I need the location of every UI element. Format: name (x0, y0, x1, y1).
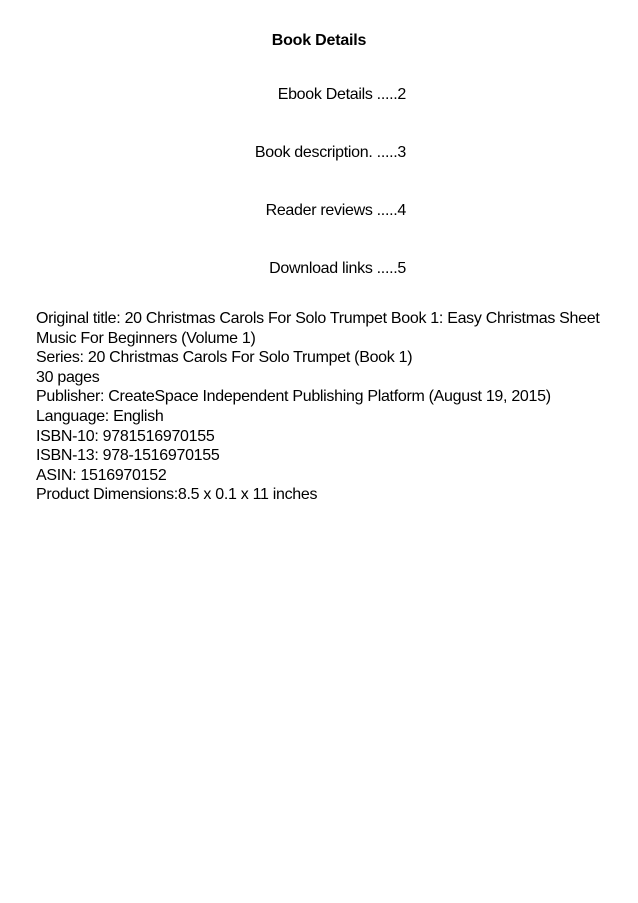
detail-product-dimensions: Product Dimensions:8.5 x 0.1 x 11 inches (36, 486, 318, 504)
toc-item-book-description: Book description. .....3 (254, 144, 406, 161)
toc-item-ebook-details: Ebook Details .....2 (277, 86, 406, 103)
table-of-contents (0, 85, 406, 317)
detail-series: Series: 20 Christmas Carols For Solo Trumpet (Book 1) (36, 349, 413, 367)
detail-original-title: Original title: 20 Christmas Carols For Solo Trumpet Book 1: Easy Christmas Sheet Music For Beginners (Volume 1) (36, 310, 600, 347)
detail-publisher: Publisher: CreateSpace Independent Publishing Platform (August 19, 2015) (36, 388, 551, 406)
detail-isbn-10: ISBN-10: 9781516970155 (36, 427, 215, 445)
page-title: Book Details (271, 32, 367, 49)
toc-item-download-links: Download links .....5 (269, 260, 406, 277)
detail-asin: ASIN: 1516970152 (36, 466, 167, 484)
detail-pages: 30 pages (36, 368, 100, 386)
toc-item-reader-reviews: Reader reviews .....4 (265, 202, 406, 219)
book-details (36, 309, 606, 505)
detail-language: Language: English (36, 407, 164, 425)
detail-isbn-13: ISBN-13: 978-1516970155 (36, 447, 220, 465)
